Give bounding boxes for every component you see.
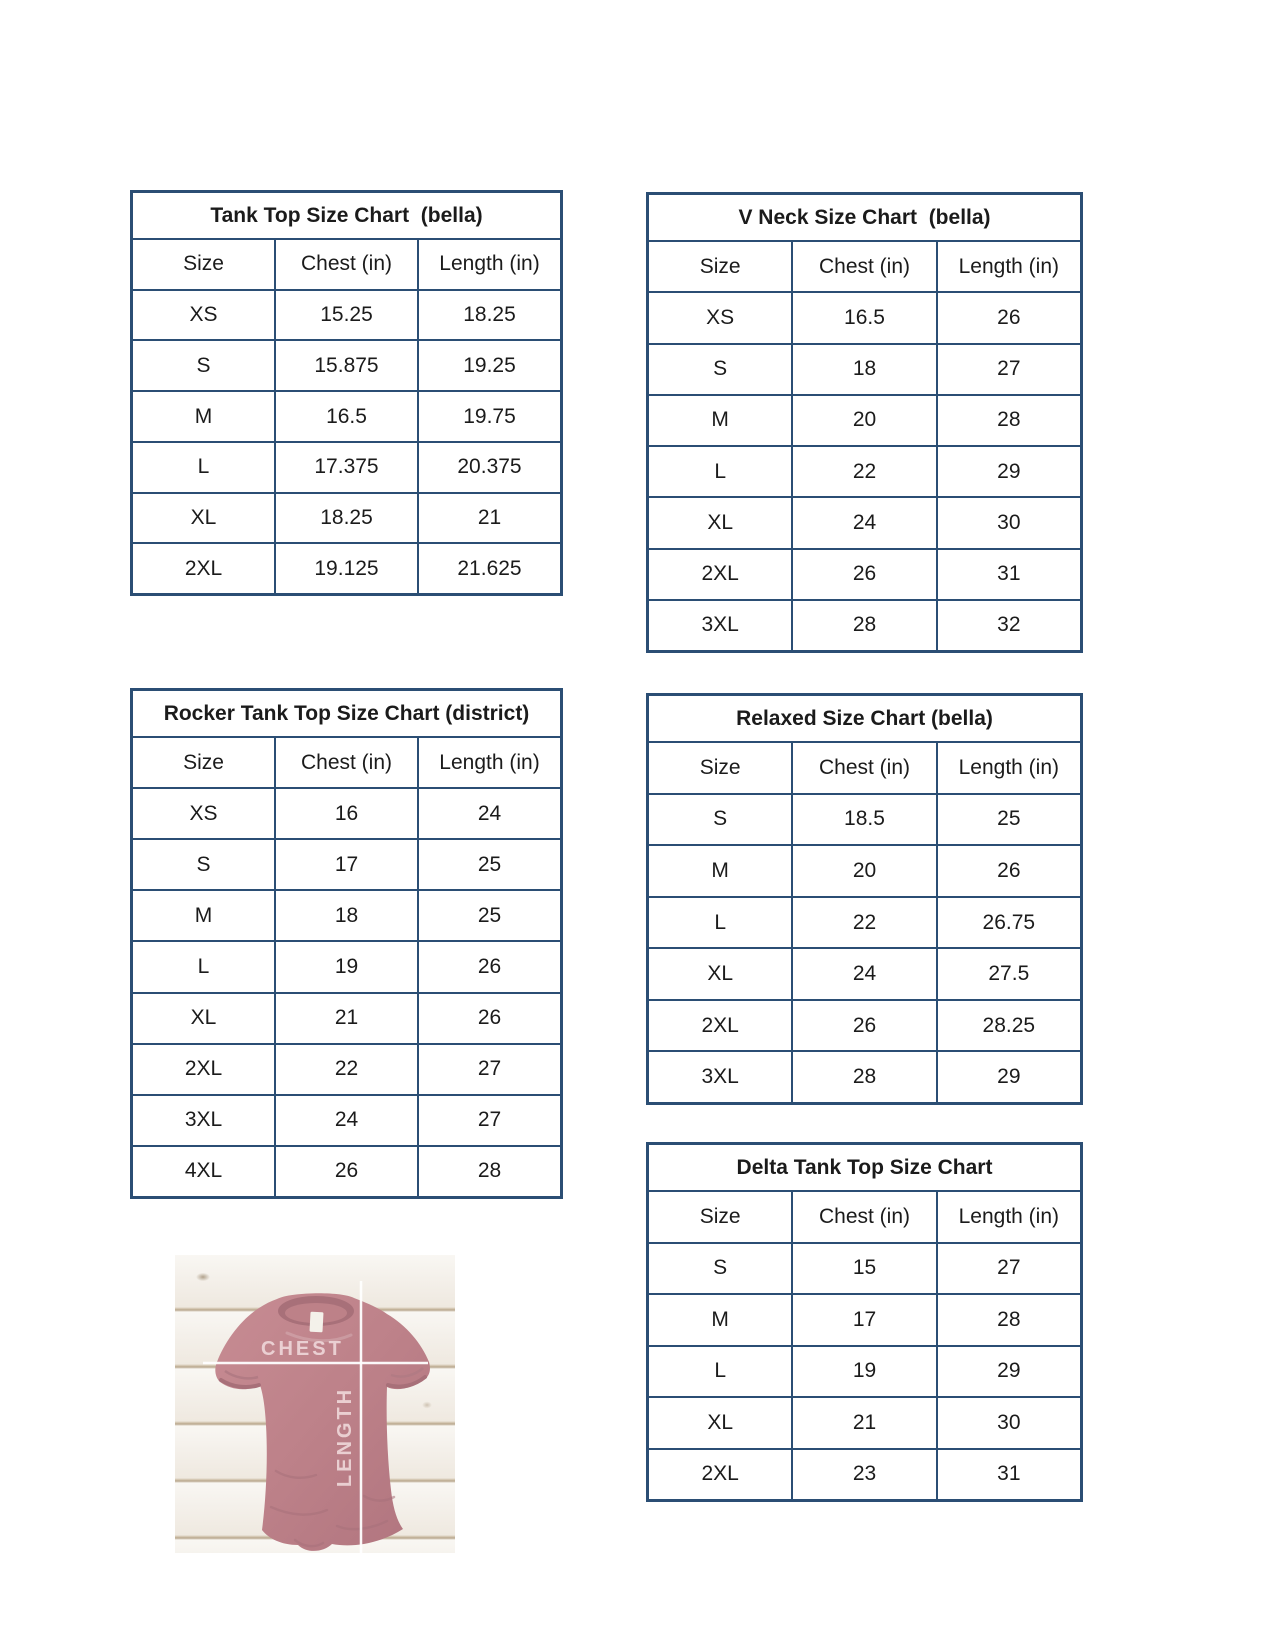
table-cell: 18 xyxy=(791,345,935,394)
column-header: Chest (in) xyxy=(791,1192,935,1242)
table-cell: 27.5 xyxy=(936,949,1080,999)
table-cell: 19 xyxy=(791,1347,935,1397)
table-cell: XS xyxy=(189,303,218,327)
table-cell: L xyxy=(714,459,726,483)
table-cell: 22 xyxy=(274,1045,417,1094)
column-header: Length (in) xyxy=(936,743,1080,793)
table-cell: 19 xyxy=(274,942,417,991)
table-cell: 32 xyxy=(936,601,1080,650)
column-header: Size xyxy=(699,254,741,278)
table-cell: XL xyxy=(707,510,733,534)
table-title: Relaxed Size Chart (bella) xyxy=(736,706,993,730)
table-cell: 17 xyxy=(791,1295,935,1345)
table-row xyxy=(133,940,560,991)
table-cell: 27 xyxy=(936,1244,1080,1294)
table-cell: 22 xyxy=(791,898,935,948)
table-row xyxy=(649,291,1080,342)
table-title: Tank Top Size Chart (bella) xyxy=(210,203,483,227)
table-header-row xyxy=(649,1190,1080,1242)
column-header: Length (in) xyxy=(417,240,560,289)
table-cell: 26 xyxy=(417,942,560,991)
table-cell: 28 xyxy=(936,396,1080,445)
table-cell: 31 xyxy=(936,550,1080,599)
table-cell: 22 xyxy=(791,447,935,496)
table-row xyxy=(133,787,560,838)
table-cell: 29 xyxy=(936,447,1080,496)
table-row xyxy=(649,999,1080,1051)
table-row xyxy=(649,1242,1080,1294)
column-header: Chest (in) xyxy=(274,240,417,289)
chest-label: CHEST xyxy=(261,1338,344,1360)
table-cell: 28 xyxy=(417,1147,560,1196)
table-cell: 16.5 xyxy=(791,293,935,342)
table-cell: 27 xyxy=(417,1096,560,1145)
table-cell: S xyxy=(713,357,728,381)
table-cell: 28 xyxy=(936,1295,1080,1345)
collar-tag xyxy=(309,1312,323,1333)
table-header-row xyxy=(649,240,1080,291)
table-row xyxy=(133,289,560,340)
table-cell: 17 xyxy=(274,840,417,889)
table-header-row xyxy=(133,238,560,289)
table-cell: 20 xyxy=(791,846,935,896)
table-cell: M xyxy=(194,903,213,927)
column-header: Length (in) xyxy=(936,1192,1080,1242)
table-cell: 29 xyxy=(936,1052,1080,1102)
table-cell: 24 xyxy=(791,949,935,999)
table-cell: S xyxy=(713,1256,728,1280)
table-row xyxy=(649,1050,1080,1102)
table-cell: 3XL xyxy=(701,1065,739,1089)
table-cell: XL xyxy=(707,1410,733,1434)
table-cell: 2XL xyxy=(701,1462,739,1486)
table-row xyxy=(133,339,560,390)
table-cell: 26 xyxy=(936,846,1080,896)
column-header: Chest (in) xyxy=(274,738,417,787)
column-header: Length (in) xyxy=(936,242,1080,291)
table-cell: 18.25 xyxy=(417,291,560,340)
table-cell: 21 xyxy=(417,494,560,543)
table-cell: 3XL xyxy=(184,1108,223,1132)
table-cell: 24 xyxy=(274,1096,417,1145)
table-cell: 30 xyxy=(936,1398,1080,1448)
table-cell: 25 xyxy=(417,891,560,940)
table-row xyxy=(649,496,1080,547)
table-cell: 21 xyxy=(274,994,417,1043)
size-chart-tank-top xyxy=(130,190,563,596)
size-chart-delta-tank-top xyxy=(646,1142,1083,1502)
table-cell: 25 xyxy=(417,840,560,889)
table-cell: 27 xyxy=(417,1045,560,1094)
table-cell: M xyxy=(711,408,729,432)
table-cell: 28 xyxy=(791,601,935,650)
column-header: Size xyxy=(699,755,741,779)
table-cell: 25 xyxy=(936,795,1080,845)
table-row xyxy=(133,542,560,593)
table-row xyxy=(649,844,1080,896)
table-cell: 26 xyxy=(936,293,1080,342)
table-title: V Neck Size Chart (bella) xyxy=(738,205,991,229)
table-row xyxy=(649,548,1080,599)
table-cell: XS xyxy=(706,305,735,329)
table-row xyxy=(133,1145,560,1196)
table-cell: 26.75 xyxy=(936,898,1080,948)
table-cell: 18.25 xyxy=(274,494,417,543)
table-cell: L xyxy=(197,954,210,978)
table-title: Rocker Tank Top Size Chart (district) xyxy=(163,701,530,725)
column-header: Chest (in) xyxy=(791,242,935,291)
table-cell: 19.25 xyxy=(417,341,560,390)
table-cell: 18.5 xyxy=(791,795,935,845)
length-label: LENGTH xyxy=(334,1386,356,1488)
table-row xyxy=(649,1345,1080,1397)
table-row xyxy=(133,492,560,543)
table-row xyxy=(133,992,560,1043)
table-cell: XL xyxy=(190,505,217,529)
table-cell: S xyxy=(196,353,211,377)
table-header-row xyxy=(649,741,1080,793)
table-cell: 2XL xyxy=(184,556,223,580)
table-row xyxy=(649,1396,1080,1448)
table-cell: S xyxy=(713,807,728,831)
table-cell: 4XL xyxy=(184,1159,223,1183)
table-row xyxy=(649,1448,1080,1500)
column-header: Chest (in) xyxy=(791,743,935,793)
table-cell: XS xyxy=(189,801,218,825)
table-cell: 26 xyxy=(791,550,935,599)
table-cell: 2XL xyxy=(701,562,739,586)
size-chart-rocker-tank-top xyxy=(130,688,563,1199)
table-row xyxy=(133,390,560,441)
table-cell: 21 xyxy=(791,1398,935,1448)
table-cell: L xyxy=(714,1359,726,1383)
table-row xyxy=(649,1293,1080,1345)
table-cell: 3XL xyxy=(701,613,739,637)
size-chart-relaxed xyxy=(646,693,1083,1105)
table-cell: XL xyxy=(190,1006,217,1030)
table-cell: S xyxy=(196,852,211,876)
table-cell: 24 xyxy=(791,498,935,547)
table-cell: M xyxy=(711,858,729,882)
table-row xyxy=(649,445,1080,496)
table-cell: 15.25 xyxy=(274,291,417,340)
table-row xyxy=(133,441,560,492)
table-cell: 16 xyxy=(274,789,417,838)
table-cell: 30 xyxy=(936,498,1080,547)
table-cell: 2XL xyxy=(184,1057,223,1081)
table-cell: 19.125 xyxy=(274,544,417,593)
table-cell: 26 xyxy=(791,1001,935,1051)
table-row xyxy=(649,394,1080,445)
table-cell: 15 xyxy=(791,1244,935,1294)
table-row xyxy=(133,889,560,940)
table-cell: M xyxy=(711,1307,729,1331)
table-cell: 28.25 xyxy=(936,1001,1080,1051)
table-cell: 28 xyxy=(791,1052,935,1102)
table-cell: 26 xyxy=(274,1147,417,1196)
table-row xyxy=(649,599,1080,650)
table-row xyxy=(133,1094,560,1145)
size-chart-v-neck xyxy=(646,192,1083,653)
column-header: Size xyxy=(183,750,224,774)
table-cell: 2XL xyxy=(701,1013,739,1037)
table-cell: 15.875 xyxy=(274,341,417,390)
table-cell: 18 xyxy=(274,891,417,940)
table-cell: 17.375 xyxy=(274,443,417,492)
table-row xyxy=(133,1043,560,1094)
column-header: Length (in) xyxy=(417,738,560,787)
table-row xyxy=(649,947,1080,999)
table-cell: 16.5 xyxy=(274,392,417,441)
column-header: Size xyxy=(183,252,224,276)
table-header-row xyxy=(133,736,560,787)
table-row xyxy=(649,793,1080,845)
table-cell: 29 xyxy=(936,1347,1080,1397)
tshirt-measurement-photo xyxy=(175,1255,455,1553)
table-cell: 26 xyxy=(417,994,560,1043)
table-row xyxy=(649,343,1080,394)
table-row xyxy=(133,838,560,889)
table-cell: 31 xyxy=(936,1450,1080,1500)
table-cell: 27 xyxy=(936,345,1080,394)
table-cell: XL xyxy=(707,962,733,986)
table-cell: 24 xyxy=(417,789,560,838)
column-header: Size xyxy=(699,1204,741,1228)
tshirt-graphic xyxy=(175,1255,455,1553)
table-cell: 21.625 xyxy=(417,544,560,593)
table-row xyxy=(649,896,1080,948)
table-cell: L xyxy=(714,910,726,934)
table-cell: L xyxy=(197,455,210,479)
table-cell: 20.375 xyxy=(417,443,560,492)
table-cell: M xyxy=(194,404,213,428)
table-title: Delta Tank Top Size Chart xyxy=(736,1155,993,1179)
table-cell: 23 xyxy=(791,1450,935,1500)
table-cell: 19.75 xyxy=(417,392,560,441)
table-cell: 20 xyxy=(791,396,935,445)
